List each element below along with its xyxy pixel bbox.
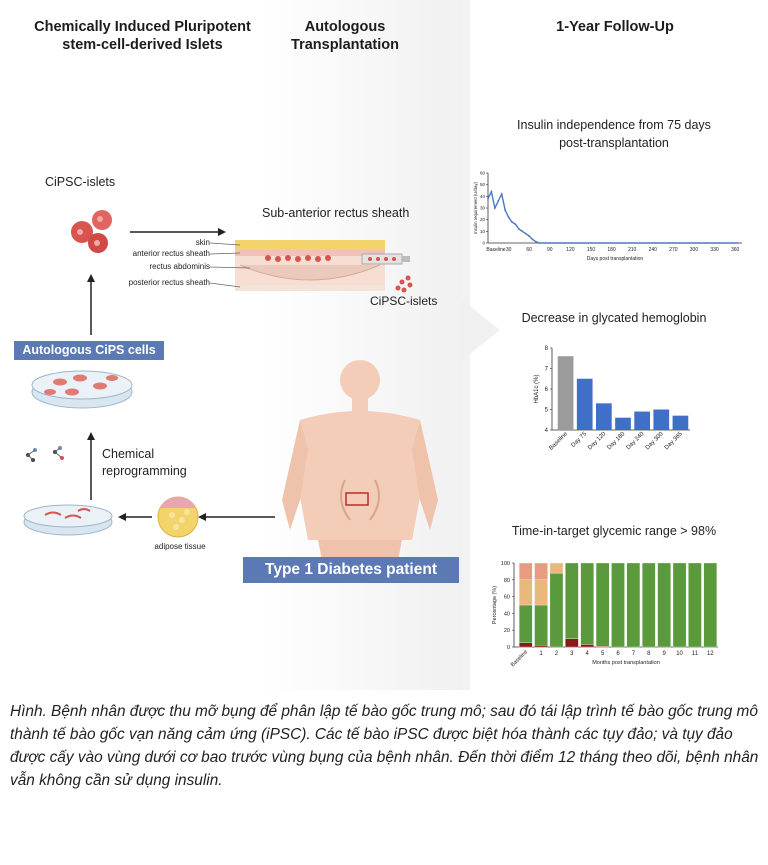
chart1-x-tick-label: 330 [710, 247, 719, 253]
chart2-bar [577, 379, 593, 430]
chart3-bar-segment [611, 563, 624, 647]
chart3-y-tick-label: 60 [503, 594, 510, 601]
chart1-point [515, 223, 517, 225]
chart3-x-tick-label: 8 [647, 651, 651, 657]
molecules-icon [26, 446, 64, 462]
chart1-x-tick-label: 180 [607, 247, 616, 253]
chart1-y-label: Insulin requirement (U/day) [473, 182, 478, 234]
chart1-point [508, 216, 510, 218]
chart3-x-tick-label: 6 [616, 651, 620, 657]
chart2-bar-chart [530, 340, 700, 475]
chart1-title [480, 116, 748, 152]
chart1-point [525, 233, 527, 235]
chart3-x-tick-label: 4 [585, 651, 589, 657]
chart2-title: Decrease in glycated hemoglobin [521, 311, 707, 325]
chart1-title-line1: Insulin independence from 75 days [517, 118, 711, 132]
chem-line1: Chemical [102, 447, 155, 461]
header-followup: 1-Year Follow-Up [556, 19, 674, 35]
adipose-tissue-icon [158, 497, 198, 537]
chart3-x-tick-label: Baseline [509, 649, 530, 669]
chart1-point [521, 230, 523, 232]
layer-rectus-label: rectus abdominis [149, 262, 210, 271]
chart2-bar [596, 403, 612, 430]
header-cipsc-line2: stem-cell-derived Islets [62, 37, 223, 53]
chart3-y-tick-label: 0 [506, 645, 510, 651]
chart3-bar-segment [535, 580, 548, 605]
header-cipsc-line1: Chemically Induced Pluripotent [34, 19, 251, 35]
chart3-bar-segment [688, 563, 701, 647]
chart1-line-chart [470, 165, 760, 275]
chart3-x-tick-label: 11 [691, 651, 699, 657]
chart1-point [528, 235, 530, 237]
chart3-bar-segment [519, 605, 532, 643]
chart2-bar [673, 416, 689, 430]
chart3-bar-segment [519, 643, 532, 647]
chart3-x-tick-label: 5 [600, 651, 605, 657]
layer-posterior-label: posterior rectus sheath [128, 278, 210, 287]
chart3-x-label: Months post transplantation [592, 660, 660, 666]
cipsc-islets-label-2: CiPSC-islets [370, 294, 438, 308]
chart1-x-tick-label: Baseline [486, 247, 506, 253]
chart1-point [504, 209, 506, 211]
chart3-bar-segment [550, 573, 563, 647]
chart2-x-tick-label: Day 120 [587, 431, 608, 452]
chart1-y-tick-label: 50 [479, 182, 485, 188]
chart1-y-tick-label: 30 [479, 205, 485, 211]
chart2-x-tick-label: Day 240 [625, 431, 646, 452]
patient-badge: Type 1 Diabetes patient [243, 557, 459, 583]
autologous-cells-badge: Autologous CiPS cells [14, 341, 164, 360]
adipose-label: adipose tissue [154, 542, 206, 551]
chart2-bar [634, 412, 650, 430]
chart2-x-tick-label: Day 300 [644, 431, 665, 452]
chart3-y-tick-label: 20 [503, 628, 510, 635]
chart3-x-tick-label: 2 [554, 651, 559, 657]
chart3-x-tick-label: 3 [570, 651, 574, 657]
chart2-bar [615, 418, 631, 430]
chem-line2: reprogramming [102, 464, 187, 478]
chart2-y-tick-label: 6 [544, 387, 548, 393]
chart1-y-tick-label: 10 [479, 228, 485, 234]
chart1-point [494, 207, 496, 209]
chart1-y-tick-label: 0 [482, 240, 485, 246]
chart2-bar [558, 356, 574, 430]
chart3-bar-segment [642, 563, 655, 647]
chart1-x-tick-label: 30 [505, 247, 512, 253]
chart1-point [532, 239, 534, 241]
chart1-point [497, 200, 499, 202]
chart3-bar-segment [596, 563, 609, 646]
chart1-point [511, 221, 513, 223]
chart3-y-tick-label: 100 [500, 561, 510, 567]
chart1-x-tick-label: 120 [566, 247, 575, 253]
figure-caption: Hình. Bệnh nhân được thu mỡ bụng để phân lập tế bào gốc trung mô; sau đó tái lập trình tế bào gốc trung mô thành tế bào gốc vạn năng cảm ứng (iPSC). Các tế bào iPSC được biệt hóa thành các tụy đảo; và tụy đảo được cấy vào vùng dưới cơ bao trước vùng bụng của bệnh nhân. Đến thời điểm 12 tháng theo dõi, bệnh nhân vẫn không cần sử dụng insulin. [10, 703, 759, 789]
chart2-x-tick-label: Day 365 [663, 431, 684, 452]
chart3-x-tick-label: 1 [539, 651, 543, 657]
chart3-bar-segment [627, 563, 640, 647]
chart3-bar-segment [658, 563, 671, 647]
chart1-point [487, 198, 489, 200]
chart1-y-tick-label: 60 [479, 170, 485, 176]
islets-cluster-icon [71, 210, 112, 253]
chart3-bar-segment [535, 563, 548, 580]
chart3-y-tick-label: 80 [503, 577, 510, 584]
header-transplant-line2: Transplantation [291, 37, 399, 53]
tissue-cross-section-icon [235, 240, 410, 291]
chart1-point [501, 193, 503, 195]
chart3-bar-segment [565, 563, 578, 639]
chart1-x-tick-label: 360 [730, 247, 740, 253]
chart3-title: Time-in-target glycemic range > 98% [511, 524, 717, 538]
chart2-y-label: HbA1c (%) [534, 374, 540, 404]
chart3-bar-segment [519, 563, 532, 580]
chart2-x-tick-label: Day 180 [606, 431, 627, 452]
chart3-bar-segment [704, 563, 717, 647]
chart1-x-tick-label: 240 [648, 247, 657, 253]
chart2-y-tick-label: 7 [544, 366, 548, 373]
chart3-x-tick-label: 12 [706, 651, 714, 657]
chart3-y-label: Percentage (%) [492, 585, 498, 625]
chart3-y-tick-label: 40 [503, 611, 510, 618]
chart1-x-tick-label: 270 [669, 247, 678, 253]
chart3-x-tick-label: 9 [662, 651, 666, 657]
chart1-point [491, 191, 493, 193]
chart2-y-tick-label: 5 [544, 407, 548, 414]
cipsc-islets-label: CiPSC-islets [45, 175, 116, 189]
chart3-x-tick-label: 7 [631, 651, 636, 657]
chart2-x-tick-label: Baseline [548, 431, 569, 452]
chart1-x-tick-label: 150 [586, 247, 596, 253]
chart1-x-tick-label: 60 [526, 247, 532, 253]
chemical-reprogramming-label [102, 446, 187, 480]
petri-dish-cells-icon [32, 371, 132, 408]
chart3-bar-segment [581, 563, 594, 644]
chart1-x-tick-label: 300 [689, 247, 699, 253]
chart1-x-tick-label: 90 [547, 247, 553, 253]
chart3-stacked-bar-chart [486, 555, 726, 675]
chart1-point [535, 241, 537, 243]
small-islets-icon [396, 276, 413, 293]
chart3-bar-segment [535, 645, 548, 647]
header-transplant-line1: Autologous [304, 19, 386, 35]
chart2-y-tick-label: 4 [544, 428, 548, 434]
chart3-bar-segment [565, 639, 578, 647]
chart1-point [518, 228, 520, 230]
chart3-bar-segment [550, 563, 563, 573]
chart2-x-tick-label: Day 75 [570, 431, 589, 449]
layer-anterior-label: anterior rectus sheath [132, 249, 210, 258]
chart3-x-tick-label: 10 [676, 651, 683, 657]
chart2-bar [653, 410, 669, 431]
human-body-icon [282, 360, 438, 560]
sheath-title: Sub-anterior rectus sheath [262, 206, 410, 220]
layer-skin-label: skin [195, 238, 210, 247]
chart2-y-tick-label: 8 [544, 346, 548, 352]
petri-dish-mesenchymal-icon [24, 505, 112, 535]
chart1-title-line2: post-transplantation [559, 136, 669, 150]
chart3-bar-segment [519, 580, 532, 605]
chart3-bar-segment [581, 644, 594, 647]
chart1-y-tick-label: 20 [479, 217, 485, 223]
chart1-y-tick-label: 40 [479, 193, 485, 199]
chart1-x-label: Days post transplantation [586, 256, 644, 262]
chart3-bar-segment [535, 605, 548, 645]
chart1-x-tick-label: 210 [627, 247, 637, 253]
chart1-series-line [488, 192, 739, 243]
chart3-bar-segment [673, 563, 686, 647]
